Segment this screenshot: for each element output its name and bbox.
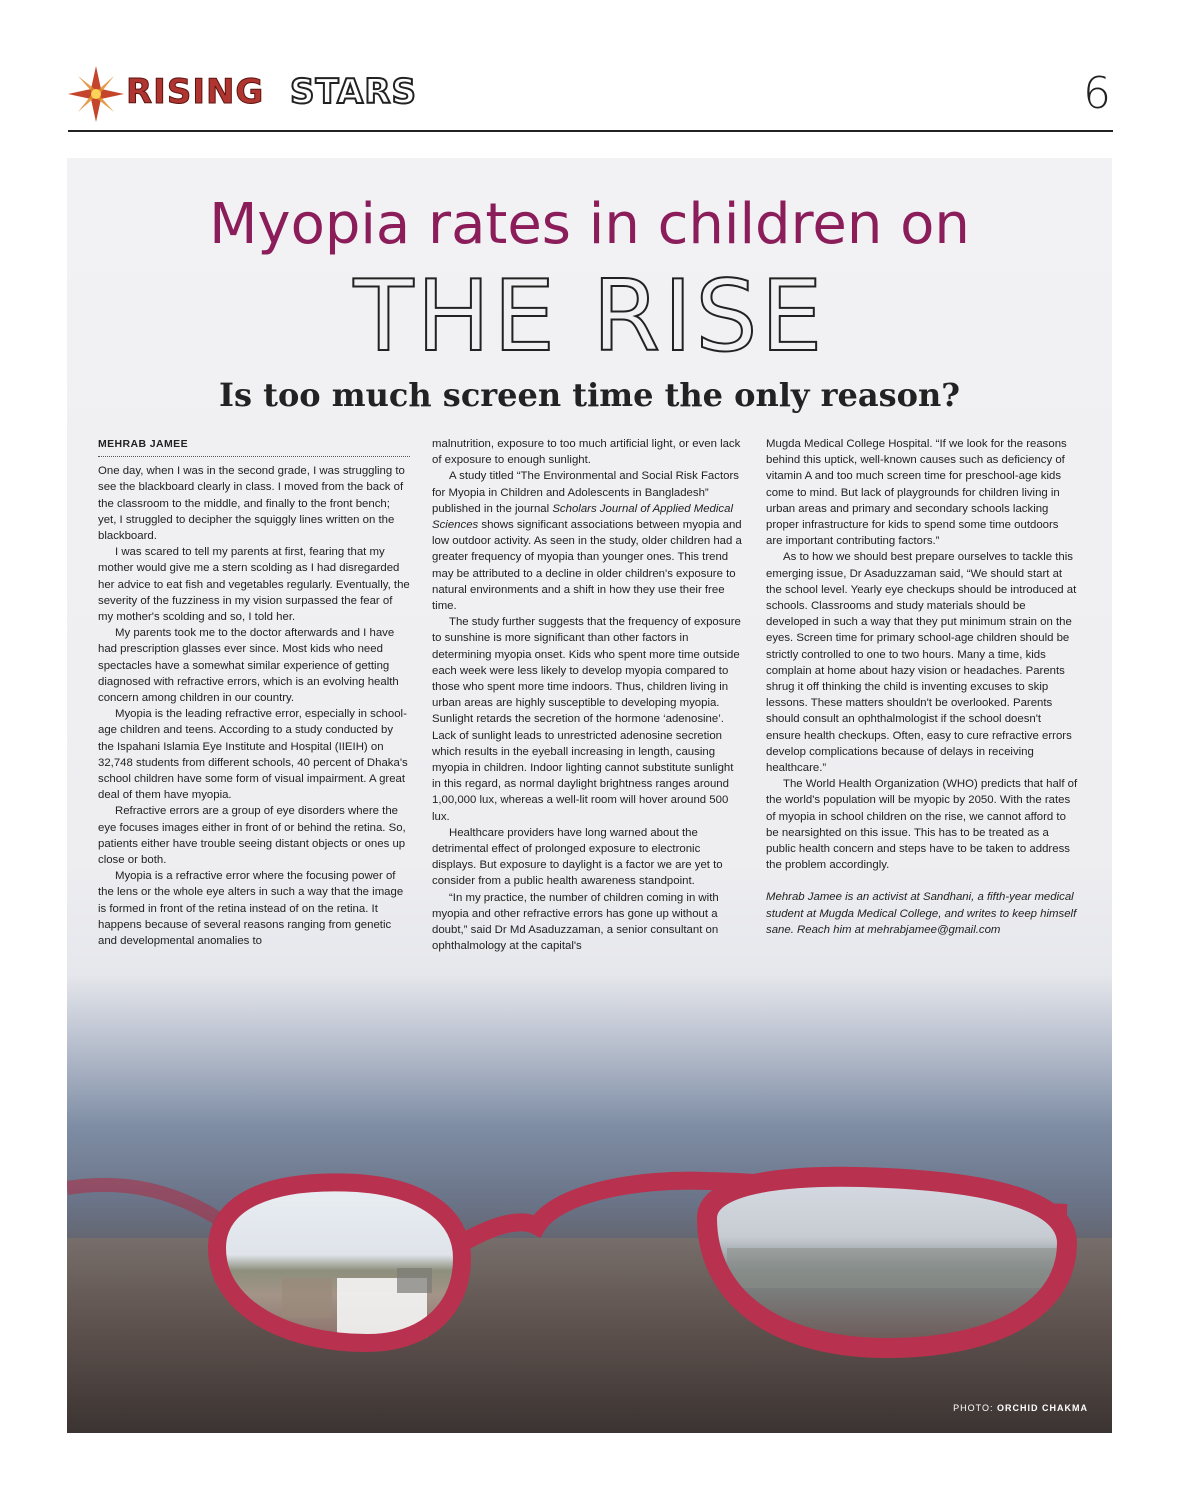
paragraph xyxy=(432,468,744,614)
paragraph: As to how we should best prepare ourselves to tackle this emerging issue, Dr Asaduzzaman said, “We should start at the school level. Yearly eye checkups should be introduced at schools. Classrooms and study materials should be developed in such a way that they put minimum strain on the eyes. Screen time for primary school-age children should be strictly controlled to one to two hours. Many a time, kids complain at home about hazy vision or headaches. Parents shrug it off thinking the child is inventing excuses to skip lessons. These matters shouldn't be overlooked. Parents should consult an ophthalmologist if the school doesn't ensure health checkups. Often, easy to cure refractive errors develop complications because of delays in receiving healthcare.” xyxy=(766,551,1077,775)
author-bio: Mehrab Jamee is an activist at Sandhani, a fifth-year medical student at Mugda Medical College, and writes to keep himself sane. Reach him at mehrabjamee@gmail.com xyxy=(766,891,1077,936)
paragraph: I was scared to tell my parents at first, fearing that my mother would give me a stern scolding as I had disregarded her advice to eat fish and vegetables regularly. Eventually, the severity of the fuzziness in my vision surpassed the fear of my mother's scolding and so, I told her. xyxy=(98,546,410,624)
page-number: 6 xyxy=(1083,68,1111,119)
paragraph: Myopia is a refractive error where the focusing power of the lens or the whole eye alters in such a way that the image is formed in front of the retina instead of on the retina. It happens because of several reasons ranging from genetic and developmental anomalies to xyxy=(98,870,404,948)
paragraph: The World Health Organization (WHO) predicts that half of the world's population will be myopic by 2050. With the rates of myopia in school children on the rise, we cannot afford to be nearsighted on this issue. This has to be treated as a public health concern and steps have to be taken to address the problem accordingly. xyxy=(766,778,1078,872)
headline-emphasis: THE RISE xyxy=(353,260,826,374)
photo-credit xyxy=(953,1403,1088,1413)
photo-credit-prefix: PHOTO: xyxy=(953,1403,994,1413)
paragraph: My parents took me to the doctor afterwards and I have had prescription glasses ever since. Most kids who need spectacles have a somewhat similar experience of getting diagnosed with refractive errors, which is an evolving health concern among children in our country. xyxy=(98,627,399,705)
article-panel xyxy=(67,158,1112,1433)
photo-credit-name: ORCHID CHAKMA xyxy=(997,1403,1088,1413)
paragraph: Myopia is the leading refractive error, especially in school-age children and teens. According to a study conducted by the Ispahani Islamia Eye Institute and Hospital (IIEIH) on 32,748 students from different schools, 40 percent of Dhaka's school children have some form of visual impairment. A great deal of them have myopia. xyxy=(98,708,408,802)
logo-rising: RISING xyxy=(126,72,265,112)
paragraph: One day, when I was in the second grade, I was struggling to see the blackboard clearly in class. I moved from the back of the classroom to the middle, and finally to the front bench; yet, I struggled to decipher the squiggly lines written on the blackboard. xyxy=(98,465,405,543)
journal-title: Scholars Journal of Applied Medical Sciences xyxy=(432,502,733,532)
byline: MEHRAB JAMEE xyxy=(98,436,410,457)
compass-star-icon xyxy=(68,66,124,122)
subheadline: Is too much screen time the only reason? xyxy=(219,376,960,414)
paragraph: “In my practice, the number of children coming in with myopia and other refractive errors has gone up without a doubt,” said Dr Md Asaduzzaman, a senior consultant on ophthalmology at the capital's xyxy=(432,891,719,953)
column-3 xyxy=(766,436,1078,938)
eyeglasses-photo xyxy=(67,978,1112,1433)
paragraph-text: A study titled “The Environmental and Social Risk Factors for Myopia in Children and Adolescents in Bangladesh” published in the journal xyxy=(432,470,739,515)
paragraph: Mugda Medical College Hospital. “If we look for the reasons behind this uptick, well-known causes such as deficiency of vitamin A and too much screen time for preschool-age kids come to mind. But lack of playgrounds for children living in urban areas and primary and secondary schools lacking proper infrastructure for kids to spend some time outdoors are important contributing factors.” xyxy=(766,438,1067,548)
paragraph-text: shows significant associations between myopia and low outdoor activity. As seen in the study, older children had a greater frequency of myopia than younger ones. This trend may be attributed to a decline in older children's exposure to natural environments and a shift in how they use their free time. xyxy=(432,519,742,613)
paragraph: The study further suggests that the frequency of exposure to sunshine is more significant than other factors in determining myopia onset. Kids who spent more time outside each week were less likely to develop myopia compared to those who spent more time indoors. Thus, children living in urban areas are highly susceptible to developing myopia. Sunlight retards the secretion of the hormone ‘adenosine’. Lack of sunlight leads to unrestricted adenosine secretion which results in the eyeball increasing in length, causing myopia in children. Indoor lighting cannot substitute sunlight in this regard, as normal daylight brightness ranges around 1,00,000 lux, whereas a well-lit room will hover around 500 lux. xyxy=(432,616,741,823)
column-2 xyxy=(432,436,744,955)
headline: Myopia rates in children on xyxy=(209,192,970,257)
column-1 xyxy=(98,436,410,949)
page-header xyxy=(68,62,1113,132)
paragraph: Refractive errors are a group of eye disorders where the eye focuses images either in front of or behind the retina. So, patients either have trouble seeing distant objects or ones up close or both. xyxy=(98,805,406,867)
paragraph: malnutrition, exposure to too much artificial light, or even lack of exposure to enough sunlight. xyxy=(432,438,741,467)
paragraph: Healthcare providers have long warned about the detrimental effect of prolonged exposure to electronic displays. But exposure to daylight is a factor we are yet to consider from a public health awareness standpoint. xyxy=(432,826,723,888)
logo-stars: STARS xyxy=(290,72,418,112)
article-body xyxy=(98,436,1078,996)
